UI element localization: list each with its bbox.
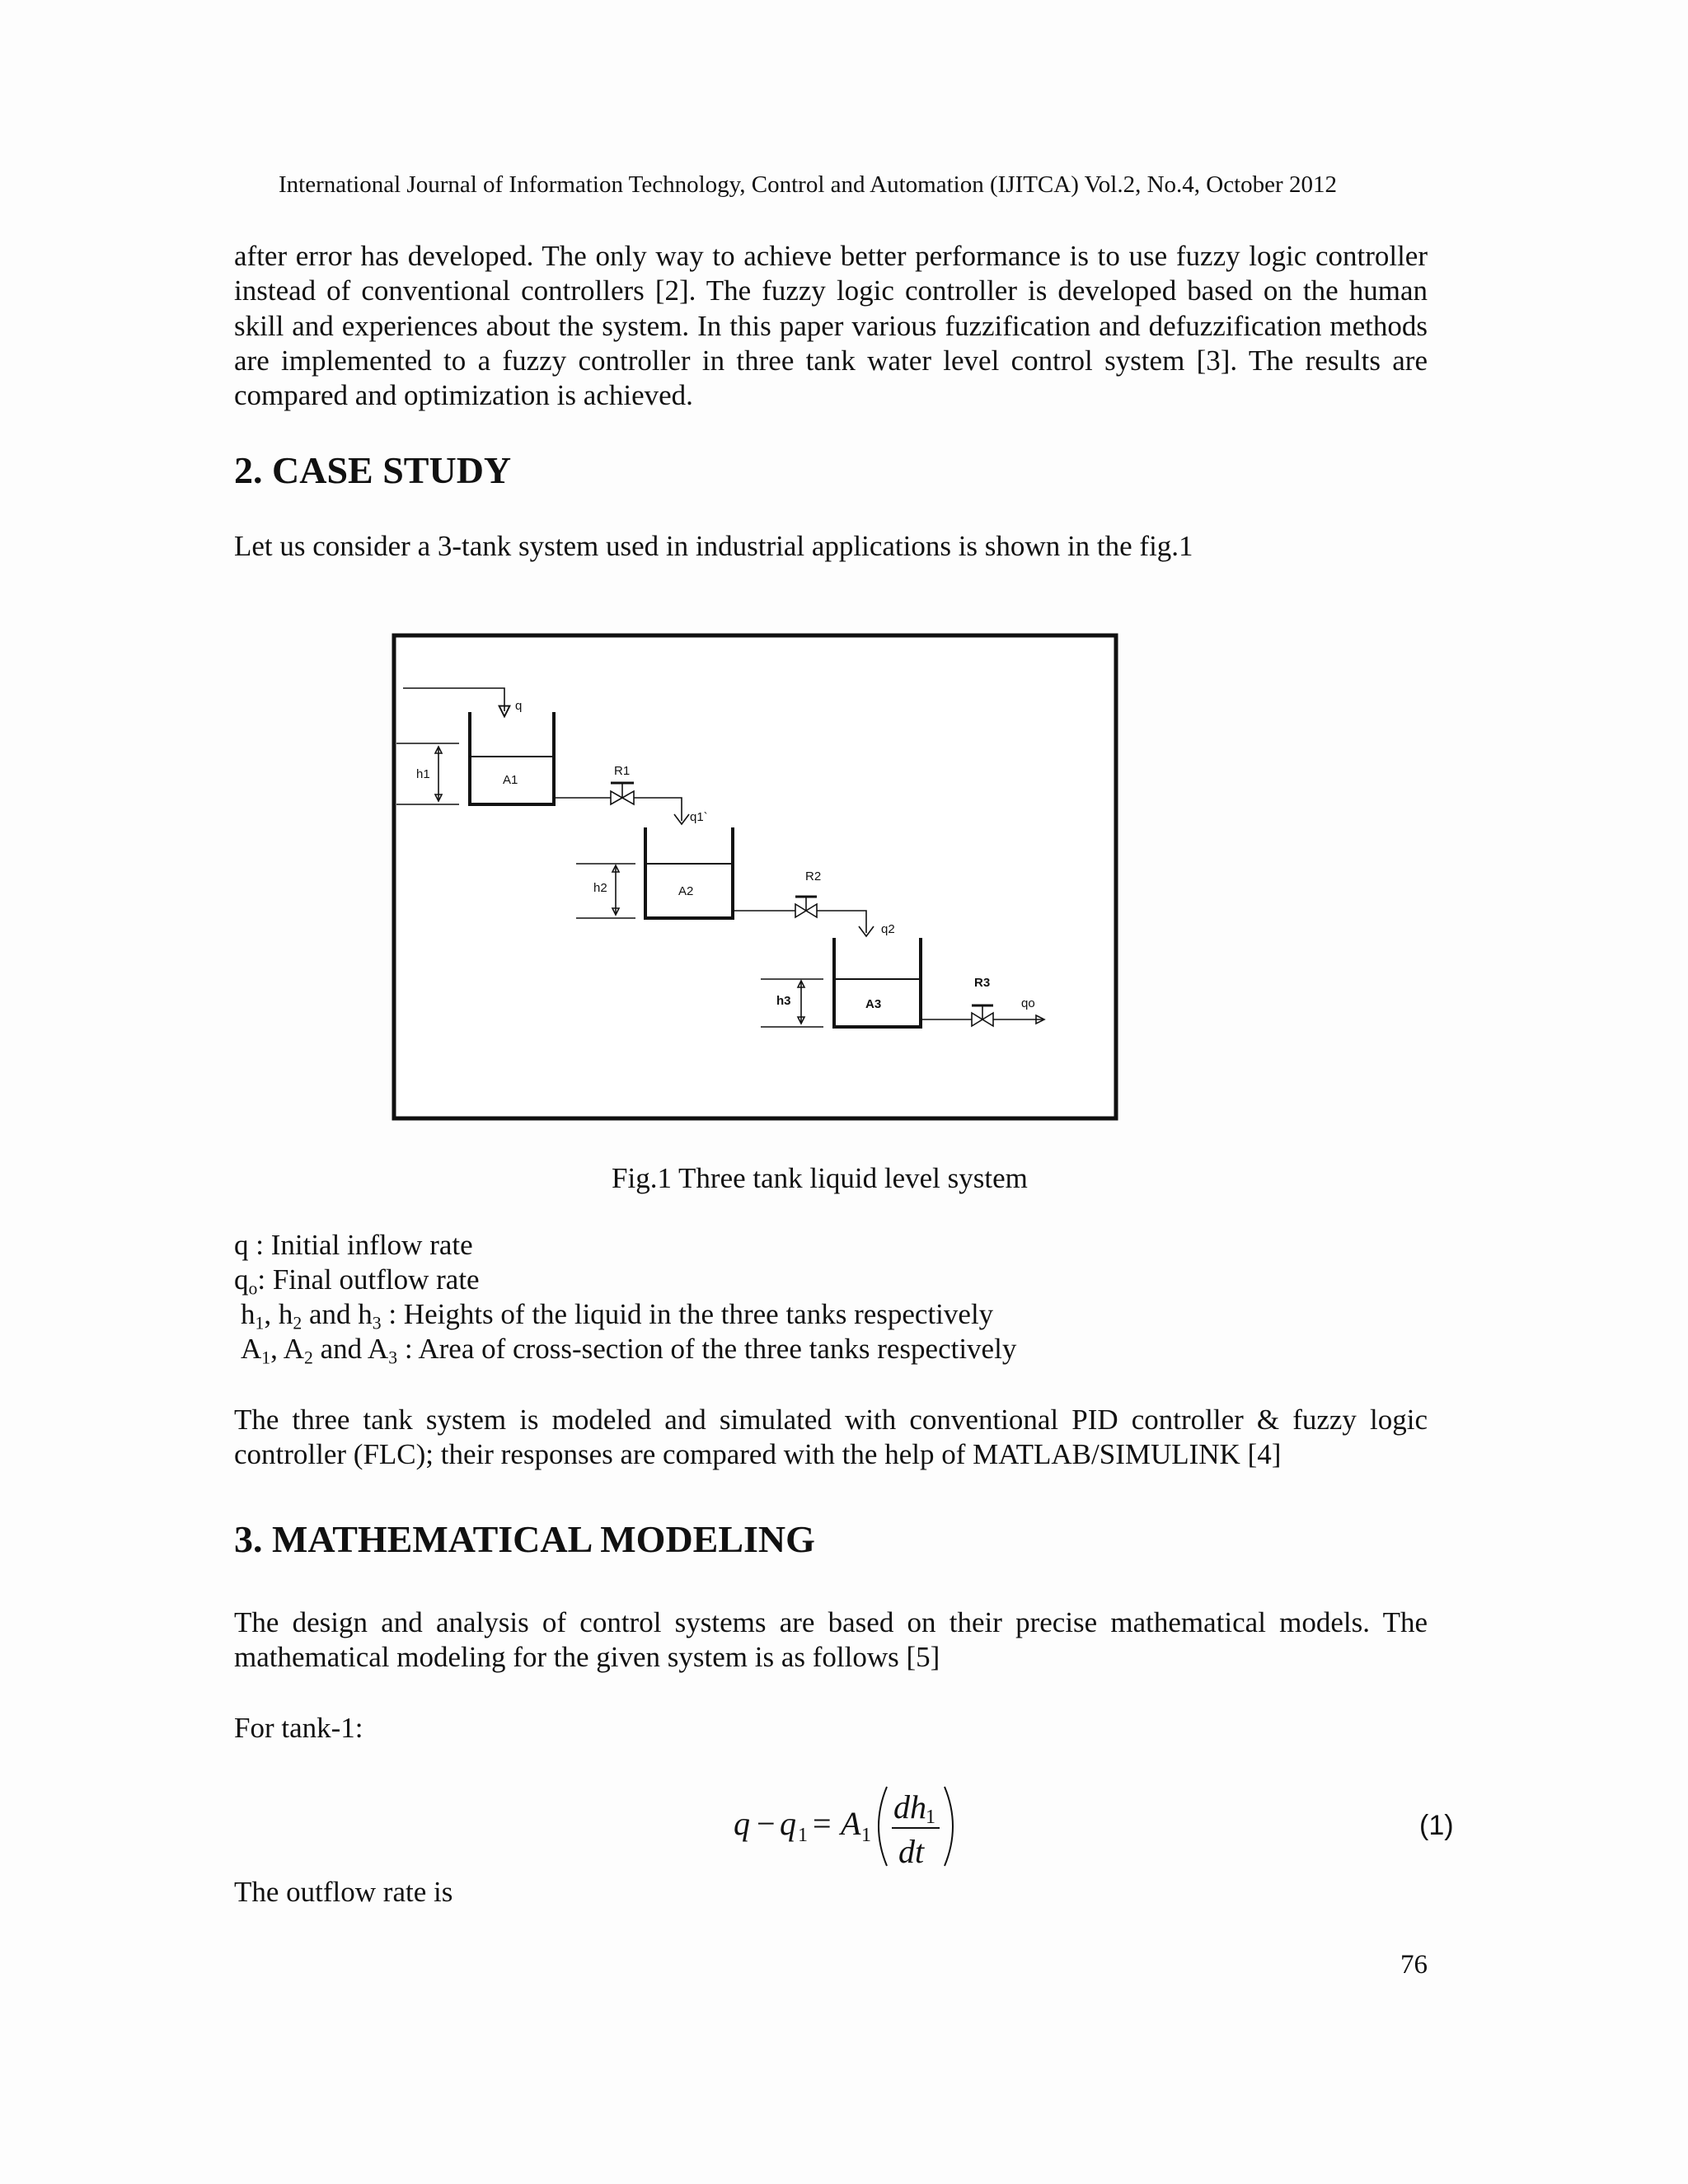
label-qo: qo [1021,996,1035,1010]
definition-heights: $h_1$, $h_2$ and $h_3$ : Heights of the liquid in the three tanks respectively [241,1298,994,1333]
label-a1: A1 [503,773,518,787]
figure-frame [394,635,1116,1118]
svg-text:−: − [757,1805,776,1842]
svg-text:=: = [813,1805,832,1842]
section-2-closing: The three tank system is modeled and simulated with conventional PID controller & fuzzy logic controller (FLC); their responses are compared with the help of MATLAB/SIMULINK [4] [234,1404,1428,1471]
definition-qo: $q_o$: Final outflow rate [234,1263,480,1299]
svg-text:q: q [780,1805,796,1842]
outflow-text: The outflow rate is [234,1876,453,1908]
svg-text:1: 1 [926,1807,935,1828]
svg-text:dt: dt [898,1833,925,1870]
figure-caption: Fig.1 Three tank liquid level system [612,1162,1028,1194]
definition-areas: $A_1$, $A_2$ and $A_3$ : Area of cross-section of the three tanks respectively [241,1333,1017,1368]
label-h3: h3 [776,994,791,1008]
svg-text:q: q [734,1805,750,1842]
label-r1: R1 [614,764,631,778]
svg-text:dh: dh [893,1788,926,1825]
svg-text:1: 1 [861,1825,871,1846]
equation-number: (1) [1419,1810,1454,1841]
section-3-paragraph: The design and analysis of control systems are based on their precise mathematical models. The mathematical modeling for the given system is as follows [5] [234,1606,1428,1674]
page-number: 76 [1400,1950,1428,1980]
equation-1 [725,1780,973,1872]
section-2-heading: 2. CASE STUDY [234,449,512,491]
journal-header: International Journal of Information Technology, Control and Automation (IJITCA) Vol.2, No.4, October 2012 [279,171,1337,198]
label-r3: R3 [974,976,991,990]
label-h2: h2 [593,881,607,895]
label-q1: q1` [690,810,708,824]
label-q: q [515,699,523,713]
svg-text:1: 1 [798,1825,808,1846]
svg-text:A: A [841,1805,861,1842]
intro-paragraph: after error has developed. The only way to achieve better performance is to use fuzzy logic controller instead of conventional controllers [2]. The fuzzy logic controller is developed based on the human skill and experiences about the system. In this paper various fuzzification and defuzzification methods are implemented to a fuzzy controller in three tank water level control system [3]. The results are compared and optimization is achieved. [234,240,1428,412]
label-a2: A2 [678,884,694,898]
tank1-label: For tank-1: [234,1712,363,1744]
label-q2: q2 [881,922,895,936]
section-2-intro: Let us consider a 3-tank system used in industrial applications is shown in the fig.1 [234,530,1193,562]
label-h1: h1 [416,767,430,781]
section-3-heading: 3. MATHEMATICAL MODELING [234,1518,815,1560]
three-tank-figure [392,633,1118,1121]
label-a3: A3 [865,997,882,1011]
definition-q: q : Initial inflow rate [234,1229,473,1261]
label-r2: R2 [805,869,822,883]
